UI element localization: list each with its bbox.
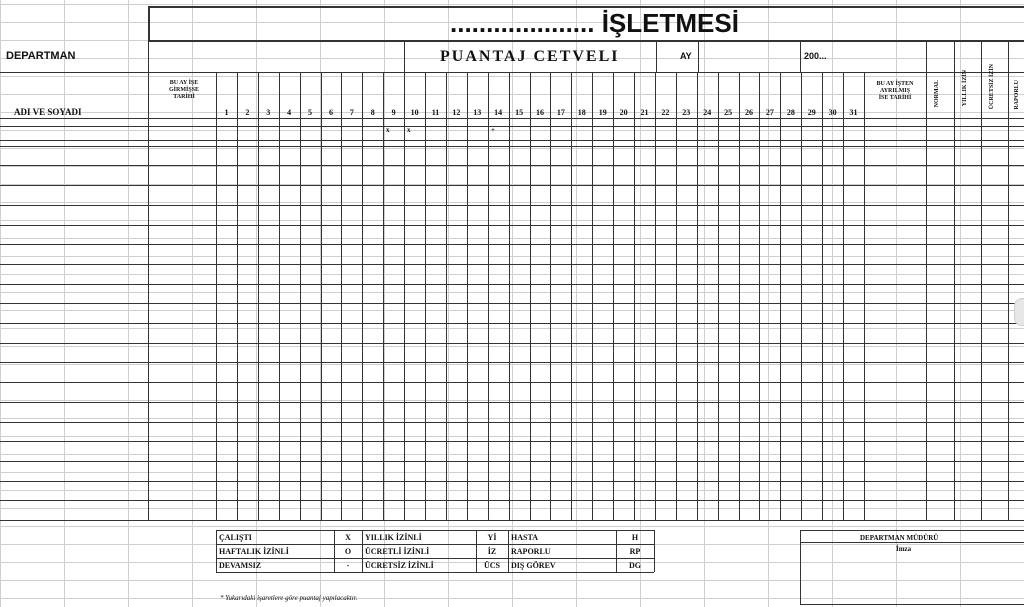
grid-line <box>0 126 1024 127</box>
day-number-15: 15 <box>515 108 524 117</box>
table-row <box>0 481 1024 482</box>
day-9-mark: x <box>386 126 390 134</box>
day-number-11: 11 <box>431 108 440 117</box>
grid-line <box>0 72 1024 73</box>
day-number-12: 12 <box>452 108 461 117</box>
day-number-5: 5 <box>308 108 313 117</box>
day-number-25: 25 <box>724 108 733 117</box>
day-14-mark: + <box>491 126 495 134</box>
start-date-line-1: BU AY İŞE <box>169 80 199 86</box>
legend-cell: DEVAMSIZ <box>219 561 262 570</box>
legend-cell: X <box>345 533 351 542</box>
grid-line <box>800 530 801 604</box>
name-column-header: ADI VE SOYADI <box>14 107 82 117</box>
table-row <box>0 225 1024 226</box>
legend-cell: YILLIK İZİNLİ <box>365 533 422 542</box>
grid-line <box>1008 40 1009 520</box>
legend-cell: ÜCS <box>483 561 500 570</box>
day-number-29: 29 <box>807 108 816 117</box>
legend-cell: ÜCRETSİZ İZİNLİ <box>365 561 434 570</box>
table-row <box>0 441 1024 442</box>
legend-cell: O <box>344 547 352 556</box>
day-number-18: 18 <box>577 108 586 117</box>
end-date-line-3: İSE TARİHİ <box>878 95 912 101</box>
table-row <box>0 362 1024 363</box>
unpaid-leave-column-header: ÜCRETSİZ İZİN <box>989 64 995 110</box>
signature-title: DEPARTMAN MÜDÜRÜ <box>860 534 939 542</box>
grid-line <box>800 40 801 72</box>
grid-line <box>216 572 654 573</box>
annual-leave-column-header: YILLIK İZİN <box>962 70 968 107</box>
department-label: DEPARTMAN <box>6 50 76 62</box>
legend-cell: ÜCRETLİ İZİNLİ <box>365 547 430 556</box>
legend-cell: HASTA <box>511 533 538 542</box>
day-number-21: 21 <box>640 108 649 117</box>
legend-cell: - <box>346 561 350 570</box>
table-row <box>0 165 1024 166</box>
day-number-1: 1 <box>224 108 229 117</box>
day-number-16: 16 <box>535 108 544 117</box>
grid-line <box>148 40 149 520</box>
table-row <box>0 244 1024 245</box>
grid-line <box>800 530 1024 531</box>
grid-line <box>216 544 654 545</box>
day-number-7: 7 <box>349 108 354 117</box>
day-number-9: 9 <box>391 108 396 117</box>
table-row <box>0 500 1024 501</box>
month-label: AY <box>680 51 692 61</box>
legend-cell: DIŞ GÖREV <box>511 561 556 570</box>
legend-cell: ÇALIŞTI <box>219 533 252 542</box>
day-number-17: 17 <box>556 108 565 117</box>
table-row <box>0 402 1024 403</box>
legend-cell: Yİ <box>487 533 497 542</box>
scroll-handle[interactable] <box>1014 298 1024 326</box>
end-date-line-2: AYRILMIŞ <box>879 88 911 94</box>
end-date-header <box>864 81 926 102</box>
legend-note: * Yukarıdaki işaretlere göre puantaj yapılacaktır. <box>220 594 358 602</box>
day-number-27: 27 <box>765 108 774 117</box>
grid-line <box>656 40 657 72</box>
day-number-30: 30 <box>828 108 837 117</box>
table-row <box>0 382 1024 383</box>
day-number-26: 26 <box>745 108 754 117</box>
day-number-31: 31 <box>849 108 858 117</box>
table-row <box>0 422 1024 423</box>
legend-cell: DG <box>629 561 641 570</box>
signature-sign: İmza <box>896 545 912 553</box>
grid-line <box>0 140 1024 141</box>
table-row <box>0 205 1024 206</box>
sick-report-column-header: RAPORLU <box>1014 80 1020 110</box>
table-row <box>0 284 1024 285</box>
day-number-4: 4 <box>287 108 292 117</box>
day-number-10: 10 <box>410 108 419 117</box>
grid-line <box>0 118 1024 119</box>
grid-line <box>654 530 655 572</box>
legend-cell: H <box>631 533 639 542</box>
grid-line <box>404 40 405 72</box>
grid-line <box>800 542 1024 543</box>
day-number-20: 20 <box>619 108 628 117</box>
grid-line <box>981 40 982 520</box>
grid-line <box>148 40 1024 42</box>
grid-line <box>362 530 363 572</box>
legend-cell: HAFTALIK İZİNLİ <box>219 547 289 556</box>
grid-line <box>148 6 150 40</box>
day-10-mark: x <box>407 126 411 134</box>
year-label: 200... <box>804 51 827 61</box>
table-row <box>0 323 1024 324</box>
grid-line <box>926 40 927 520</box>
start-date-line-2: GİRMİŞSE <box>168 87 199 93</box>
grid-line <box>954 40 955 520</box>
table-row <box>0 343 1024 344</box>
grid-line <box>216 530 217 572</box>
table-row <box>0 303 1024 304</box>
table-row <box>0 264 1024 265</box>
day-number-24: 24 <box>703 108 712 117</box>
day-number-6: 6 <box>328 108 333 117</box>
table-row <box>0 146 1024 147</box>
legend-cell: İZ <box>487 547 497 556</box>
day-number-2: 2 <box>245 108 250 117</box>
grid-line <box>508 530 509 572</box>
end-date-line-1: BU AY İŞTEN <box>876 81 914 87</box>
legend-cell: RP <box>629 547 641 556</box>
grid-line <box>800 604 1024 605</box>
day-number-28: 28 <box>786 108 795 117</box>
day-number-8: 8 <box>370 108 375 117</box>
normal-column-header: NORMAL <box>934 80 940 108</box>
start-date-header <box>152 80 216 101</box>
day-number-23: 23 <box>682 108 691 117</box>
grid-line <box>216 558 654 559</box>
day-number-22: 22 <box>661 108 670 117</box>
day-number-13: 13 <box>473 108 482 117</box>
start-date-line-3: TARİHİ <box>173 94 195 100</box>
grid-line <box>216 530 654 531</box>
day-number-19: 19 <box>598 108 607 117</box>
day-number-3: 3 <box>266 108 271 117</box>
form-subtitle: PUANTAJ CETVELI <box>440 48 620 65</box>
table-row <box>0 185 1024 186</box>
legend-cell: RAPORLU <box>511 547 551 556</box>
grid-line <box>698 40 699 72</box>
day-number-14: 14 <box>494 108 503 117</box>
table-row <box>0 461 1024 462</box>
page-title: .................... İŞLETMESİ <box>450 8 739 38</box>
table-row <box>0 520 1024 521</box>
